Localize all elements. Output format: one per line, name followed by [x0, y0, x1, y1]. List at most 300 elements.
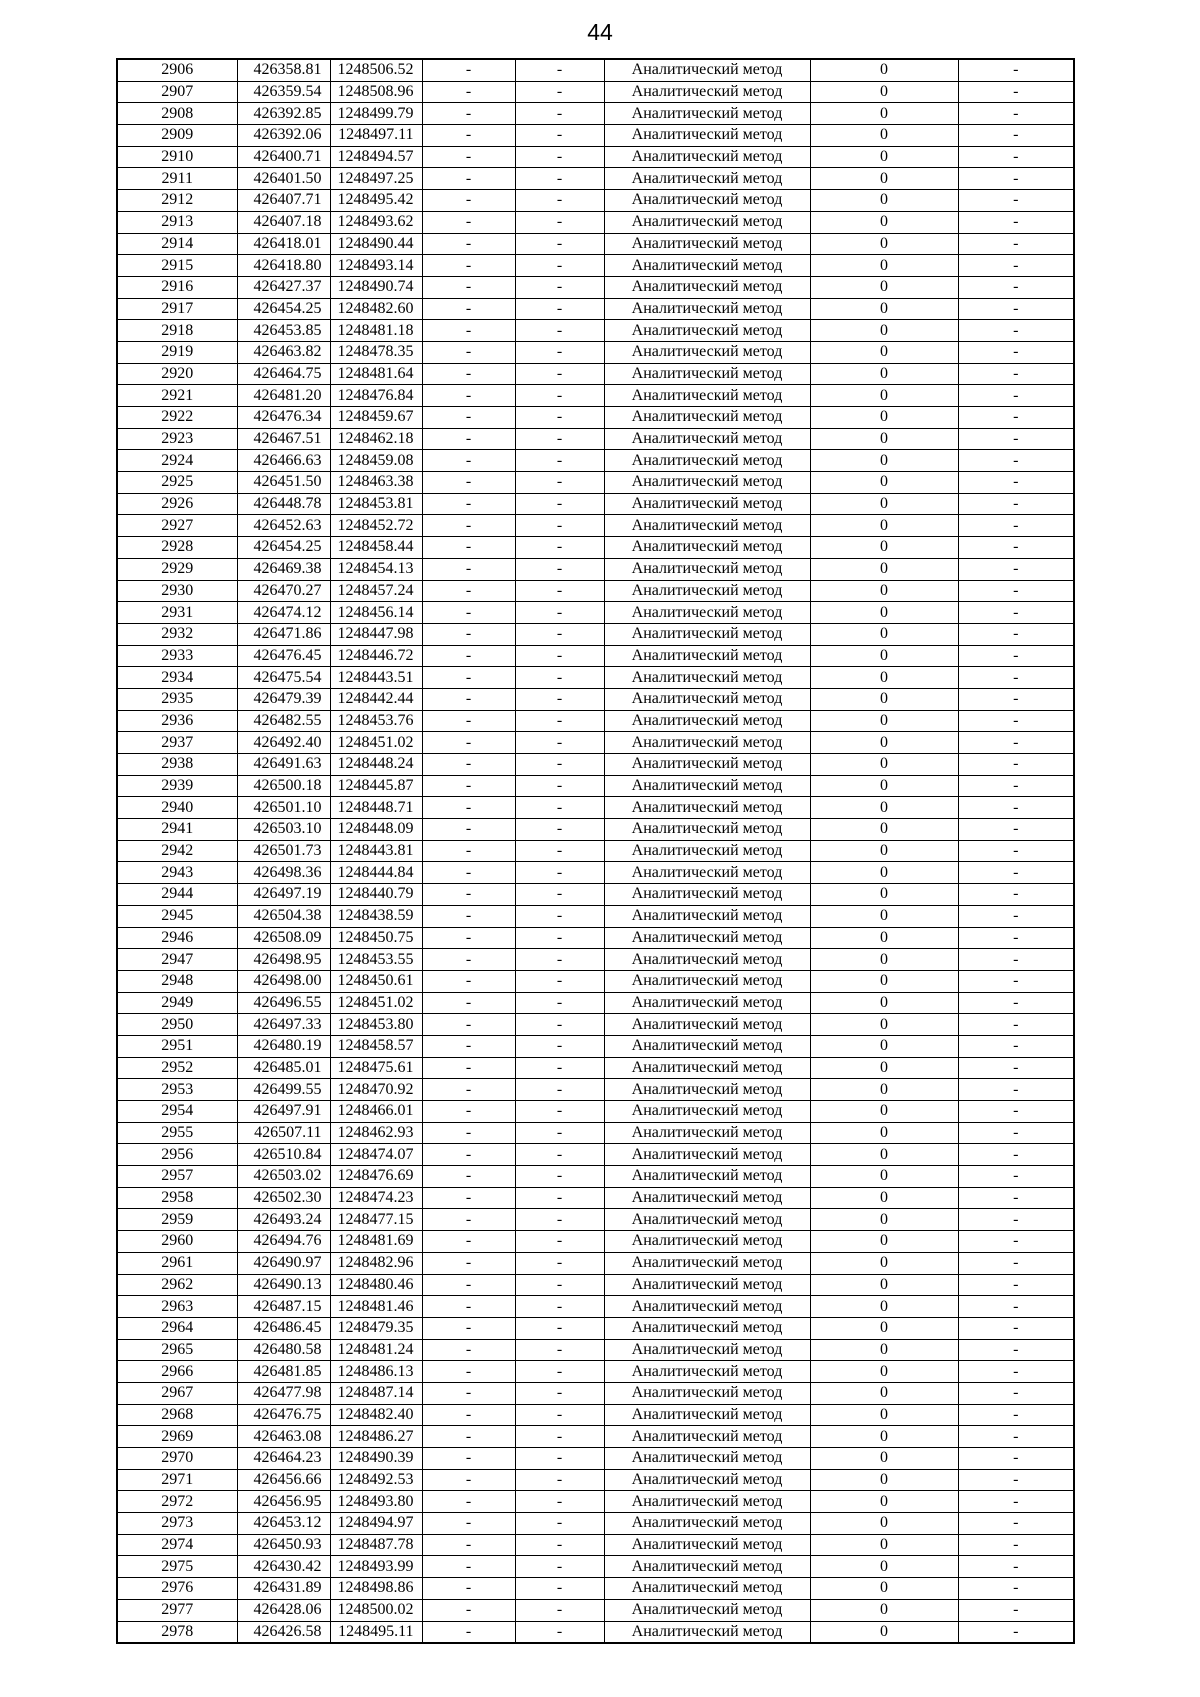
error-value-cell: 0	[810, 905, 958, 927]
method-cell: Аналитический метод	[604, 472, 810, 494]
dash-cell-a: -	[422, 59, 515, 81]
dash-cell-b: -	[515, 754, 604, 776]
method-cell: Аналитический метод	[604, 255, 810, 277]
table-row	[117, 862, 1074, 884]
table-row	[117, 298, 1074, 320]
table-row	[117, 1491, 1074, 1513]
error-value-cell: 0	[810, 688, 958, 710]
x-coordinate-cell: 426392.06	[237, 125, 330, 147]
y-coordinate-cell: 1248493.62	[330, 211, 422, 233]
point-number-cell: 2915	[117, 255, 237, 277]
point-number-cell: 2918	[117, 320, 237, 342]
dash-cell-c: -	[958, 146, 1074, 168]
x-coordinate-cell: 426427.37	[237, 276, 330, 298]
y-coordinate-cell: 1248490.39	[330, 1448, 422, 1470]
dash-cell-a: -	[422, 862, 515, 884]
point-number-cell: 2926	[117, 493, 237, 515]
point-number-cell: 2974	[117, 1534, 237, 1556]
error-value-cell: 0	[810, 1014, 958, 1036]
dash-cell-a: -	[422, 1101, 515, 1123]
dash-cell-b: -	[515, 1448, 604, 1470]
x-coordinate-cell: 426464.23	[237, 1448, 330, 1470]
y-coordinate-cell: 1248487.78	[330, 1534, 422, 1556]
y-coordinate-cell: 1248475.61	[330, 1057, 422, 1079]
x-coordinate-cell: 426407.71	[237, 190, 330, 212]
y-coordinate-cell: 1248490.74	[330, 276, 422, 298]
dash-cell-a: -	[422, 1534, 515, 1556]
x-coordinate-cell: 426430.42	[237, 1556, 330, 1578]
point-number-cell: 2968	[117, 1404, 237, 1426]
dash-cell-c: -	[958, 125, 1074, 147]
method-cell: Аналитический метод	[604, 1079, 810, 1101]
error-value-cell: 0	[810, 1361, 958, 1383]
table-row	[117, 428, 1074, 450]
dash-cell-a: -	[422, 1231, 515, 1253]
point-number-cell: 2927	[117, 515, 237, 537]
dash-cell-a: -	[422, 1621, 515, 1643]
dash-cell-c: -	[958, 1101, 1074, 1123]
dash-cell-c: -	[958, 1534, 1074, 1556]
dash-cell-a: -	[422, 667, 515, 689]
method-cell: Аналитический метод	[604, 515, 810, 537]
error-value-cell: 0	[810, 1469, 958, 1491]
y-coordinate-cell: 1248446.72	[330, 645, 422, 667]
dash-cell-a: -	[422, 1144, 515, 1166]
error-value-cell: 0	[810, 797, 958, 819]
dash-cell-c: -	[958, 970, 1074, 992]
y-coordinate-cell: 1248470.92	[330, 1079, 422, 1101]
table-row	[117, 493, 1074, 515]
point-number-cell: 2906	[117, 59, 237, 81]
x-coordinate-cell: 426426.58	[237, 1621, 330, 1643]
method-cell: Аналитический метод	[604, 103, 810, 125]
x-coordinate-cell: 426481.85	[237, 1361, 330, 1383]
method-cell: Аналитический метод	[604, 428, 810, 450]
x-coordinate-cell: 426448.78	[237, 493, 330, 515]
error-value-cell: 0	[810, 1035, 958, 1057]
dash-cell-a: -	[422, 602, 515, 624]
x-coordinate-cell: 426451.50	[237, 472, 330, 494]
table-row	[117, 884, 1074, 906]
error-value-cell: 0	[810, 276, 958, 298]
method-cell: Аналитический метод	[604, 1621, 810, 1643]
dash-cell-b: -	[515, 407, 604, 429]
x-coordinate-cell: 426486.45	[237, 1317, 330, 1339]
y-coordinate-cell: 1248442.44	[330, 688, 422, 710]
dash-cell-c: -	[958, 1361, 1074, 1383]
x-coordinate-cell: 426463.82	[237, 341, 330, 363]
point-number-cell: 2937	[117, 732, 237, 754]
point-number-cell: 2975	[117, 1556, 237, 1578]
point-number-cell: 2933	[117, 645, 237, 667]
method-cell: Аналитический метод	[604, 1209, 810, 1231]
dash-cell-a: -	[422, 688, 515, 710]
dash-cell-c: -	[958, 1317, 1074, 1339]
method-cell: Аналитический метод	[604, 819, 810, 841]
x-coordinate-cell: 426469.38	[237, 558, 330, 580]
dash-cell-b: -	[515, 1187, 604, 1209]
method-cell: Аналитический метод	[604, 1166, 810, 1188]
table-row	[117, 1382, 1074, 1404]
point-number-cell: 2965	[117, 1339, 237, 1361]
method-cell: Аналитический метод	[604, 884, 810, 906]
x-coordinate-cell: 426490.13	[237, 1274, 330, 1296]
method-cell: Аналитический метод	[604, 970, 810, 992]
error-value-cell: 0	[810, 927, 958, 949]
dash-cell-b: -	[515, 1296, 604, 1318]
table-row	[117, 537, 1074, 559]
method-cell: Аналитический метод	[604, 450, 810, 472]
point-number-cell: 2944	[117, 884, 237, 906]
x-coordinate-cell: 426392.85	[237, 103, 330, 125]
method-cell: Аналитический метод	[604, 298, 810, 320]
dash-cell-c: -	[958, 1556, 1074, 1578]
point-number-cell: 2912	[117, 190, 237, 212]
method-cell: Аналитический метод	[604, 602, 810, 624]
dash-cell-b: -	[515, 1035, 604, 1057]
error-value-cell: 0	[810, 450, 958, 472]
dash-cell-b: -	[515, 125, 604, 147]
dash-cell-c: -	[958, 168, 1074, 190]
point-number-cell: 2958	[117, 1187, 237, 1209]
dash-cell-c: -	[958, 190, 1074, 212]
y-coordinate-cell: 1248440.79	[330, 884, 422, 906]
point-number-cell: 2976	[117, 1578, 237, 1600]
dash-cell-a: -	[422, 1599, 515, 1621]
y-coordinate-cell: 1248494.57	[330, 146, 422, 168]
point-number-cell: 2962	[117, 1274, 237, 1296]
y-coordinate-cell: 1248500.02	[330, 1599, 422, 1621]
error-value-cell: 0	[810, 407, 958, 429]
error-value-cell: 0	[810, 1513, 958, 1535]
y-coordinate-cell: 1248493.99	[330, 1556, 422, 1578]
y-coordinate-cell: 1248452.72	[330, 515, 422, 537]
y-coordinate-cell: 1248443.81	[330, 840, 422, 862]
y-coordinate-cell: 1248481.18	[330, 320, 422, 342]
method-cell: Аналитический метод	[604, 363, 810, 385]
dash-cell-b: -	[515, 385, 604, 407]
error-value-cell: 0	[810, 1404, 958, 1426]
y-coordinate-cell: 1248497.25	[330, 168, 422, 190]
error-value-cell: 0	[810, 1252, 958, 1274]
x-coordinate-cell: 426481.20	[237, 385, 330, 407]
method-cell: Аналитический метод	[604, 949, 810, 971]
error-value-cell: 0	[810, 1231, 958, 1253]
x-coordinate-cell: 426496.55	[237, 992, 330, 1014]
point-number-cell: 2952	[117, 1057, 237, 1079]
point-number-cell: 2932	[117, 623, 237, 645]
x-coordinate-cell: 426480.58	[237, 1339, 330, 1361]
y-coordinate-cell: 1248448.24	[330, 754, 422, 776]
point-number-cell: 2916	[117, 276, 237, 298]
point-number-cell: 2931	[117, 602, 237, 624]
dash-cell-a: -	[422, 1426, 515, 1448]
table-row	[117, 1556, 1074, 1578]
table-row	[117, 710, 1074, 732]
method-cell: Аналитический метод	[604, 146, 810, 168]
table-row	[117, 1252, 1074, 1274]
table-row	[117, 1339, 1074, 1361]
dash-cell-b: -	[515, 515, 604, 537]
error-value-cell: 0	[810, 493, 958, 515]
point-number-cell: 2920	[117, 363, 237, 385]
error-value-cell: 0	[810, 125, 958, 147]
table-row	[117, 1144, 1074, 1166]
point-number-cell: 2973	[117, 1513, 237, 1535]
point-number-cell: 2963	[117, 1296, 237, 1318]
method-cell: Аналитический метод	[604, 1122, 810, 1144]
error-value-cell: 0	[810, 1599, 958, 1621]
table-row	[117, 732, 1074, 754]
y-coordinate-cell: 1248451.02	[330, 732, 422, 754]
y-coordinate-cell: 1248456.14	[330, 602, 422, 624]
error-value-cell: 0	[810, 190, 958, 212]
dash-cell-c: -	[958, 450, 1074, 472]
table-row	[117, 688, 1074, 710]
dash-cell-b: -	[515, 1122, 604, 1144]
dash-cell-c: -	[958, 1621, 1074, 1643]
error-value-cell: 0	[810, 1556, 958, 1578]
x-coordinate-cell: 426479.39	[237, 688, 330, 710]
y-coordinate-cell: 1248478.35	[330, 341, 422, 363]
error-value-cell: 0	[810, 710, 958, 732]
dash-cell-b: -	[515, 428, 604, 450]
table-row	[117, 1578, 1074, 1600]
dash-cell-c: -	[958, 1209, 1074, 1231]
dash-cell-a: -	[422, 623, 515, 645]
error-value-cell: 0	[810, 602, 958, 624]
coordinates-table	[116, 58, 1075, 1644]
dash-cell-c: -	[958, 103, 1074, 125]
method-cell: Аналитический метод	[604, 1014, 810, 1036]
dash-cell-a: -	[422, 558, 515, 580]
dash-cell-a: -	[422, 1317, 515, 1339]
y-coordinate-cell: 1248453.81	[330, 493, 422, 515]
method-cell: Аналитический метод	[604, 1274, 810, 1296]
dash-cell-b: -	[515, 1513, 604, 1535]
dash-cell-c: -	[958, 558, 1074, 580]
dash-cell-b: -	[515, 1252, 604, 1274]
y-coordinate-cell: 1248476.84	[330, 385, 422, 407]
point-number-cell: 2946	[117, 927, 237, 949]
dash-cell-a: -	[422, 645, 515, 667]
point-number-cell: 2950	[117, 1014, 237, 1036]
y-coordinate-cell: 1248444.84	[330, 862, 422, 884]
error-value-cell: 0	[810, 81, 958, 103]
y-coordinate-cell: 1248493.14	[330, 255, 422, 277]
y-coordinate-cell: 1248481.69	[330, 1231, 422, 1253]
dash-cell-a: -	[422, 819, 515, 841]
point-number-cell: 2913	[117, 211, 237, 233]
method-cell: Аналитический метод	[604, 1101, 810, 1123]
point-number-cell: 2907	[117, 81, 237, 103]
method-cell: Аналитический метод	[604, 645, 810, 667]
point-number-cell: 2941	[117, 819, 237, 841]
dash-cell-b: -	[515, 1014, 604, 1036]
dash-cell-b: -	[515, 276, 604, 298]
error-value-cell: 0	[810, 992, 958, 1014]
table-row	[117, 363, 1074, 385]
point-number-cell: 2928	[117, 537, 237, 559]
y-coordinate-cell: 1248453.80	[330, 1014, 422, 1036]
method-cell: Аналитический метод	[604, 320, 810, 342]
y-coordinate-cell: 1248482.60	[330, 298, 422, 320]
table-row	[117, 1296, 1074, 1318]
method-cell: Аналитический метод	[604, 1035, 810, 1057]
table-row	[117, 407, 1074, 429]
dash-cell-c: -	[958, 927, 1074, 949]
table-row	[117, 320, 1074, 342]
x-coordinate-cell: 426480.19	[237, 1035, 330, 1057]
dash-cell-c: -	[958, 320, 1074, 342]
point-number-cell: 2909	[117, 125, 237, 147]
method-cell: Аналитический метод	[604, 1599, 810, 1621]
y-coordinate-cell: 1248482.40	[330, 1404, 422, 1426]
dash-cell-b: -	[515, 1144, 604, 1166]
dash-cell-b: -	[515, 602, 604, 624]
table-row	[117, 840, 1074, 862]
dash-cell-c: -	[958, 602, 1074, 624]
point-number-cell: 2972	[117, 1491, 237, 1513]
method-cell: Аналитический метод	[604, 1296, 810, 1318]
dash-cell-a: -	[422, 1187, 515, 1209]
method-cell: Аналитический метод	[604, 840, 810, 862]
x-coordinate-cell: 426503.10	[237, 819, 330, 841]
dash-cell-b: -	[515, 190, 604, 212]
error-value-cell: 0	[810, 1187, 958, 1209]
dash-cell-a: -	[422, 1079, 515, 1101]
error-value-cell: 0	[810, 558, 958, 580]
dash-cell-a: -	[422, 233, 515, 255]
dash-cell-a: -	[422, 341, 515, 363]
dash-cell-b: -	[515, 493, 604, 515]
table-row	[117, 580, 1074, 602]
method-cell: Аналитический метод	[604, 1513, 810, 1535]
dash-cell-c: -	[958, 1122, 1074, 1144]
dash-cell-c: -	[958, 428, 1074, 450]
x-coordinate-cell: 426476.45	[237, 645, 330, 667]
y-coordinate-cell: 1248492.53	[330, 1469, 422, 1491]
error-value-cell: 0	[810, 1296, 958, 1318]
point-number-cell: 2934	[117, 667, 237, 689]
dash-cell-a: -	[422, 1404, 515, 1426]
dash-cell-b: -	[515, 1621, 604, 1643]
x-coordinate-cell: 426450.93	[237, 1534, 330, 1556]
dash-cell-c: -	[958, 407, 1074, 429]
dash-cell-c: -	[958, 992, 1074, 1014]
point-number-cell: 2925	[117, 472, 237, 494]
error-value-cell: 0	[810, 103, 958, 125]
dash-cell-c: -	[958, 1057, 1074, 1079]
y-coordinate-cell: 1248476.69	[330, 1166, 422, 1188]
dash-cell-b: -	[515, 645, 604, 667]
dash-cell-b: -	[515, 537, 604, 559]
x-coordinate-cell: 426492.40	[237, 732, 330, 754]
dash-cell-b: -	[515, 1057, 604, 1079]
point-number-cell: 2977	[117, 1599, 237, 1621]
x-coordinate-cell: 426499.55	[237, 1079, 330, 1101]
x-coordinate-cell: 426507.11	[237, 1122, 330, 1144]
table-row	[117, 59, 1074, 81]
dash-cell-c: -	[958, 1187, 1074, 1209]
point-number-cell: 2961	[117, 1252, 237, 1274]
error-value-cell: 0	[810, 645, 958, 667]
x-coordinate-cell: 426467.51	[237, 428, 330, 450]
y-coordinate-cell: 1248498.86	[330, 1578, 422, 1600]
x-coordinate-cell: 426508.09	[237, 927, 330, 949]
y-coordinate-cell: 1248494.97	[330, 1513, 422, 1535]
method-cell: Аналитический метод	[604, 1057, 810, 1079]
table-row	[117, 1014, 1074, 1036]
dash-cell-a: -	[422, 1209, 515, 1231]
x-coordinate-cell: 426466.63	[237, 450, 330, 472]
dash-cell-b: -	[515, 103, 604, 125]
dash-cell-b: -	[515, 363, 604, 385]
dash-cell-c: -	[958, 1339, 1074, 1361]
x-coordinate-cell: 426490.97	[237, 1252, 330, 1274]
error-value-cell: 0	[810, 255, 958, 277]
dash-cell-a: -	[422, 1014, 515, 1036]
x-coordinate-cell: 426502.30	[237, 1187, 330, 1209]
table-row	[117, 1079, 1074, 1101]
y-coordinate-cell: 1248459.08	[330, 450, 422, 472]
dash-cell-a: -	[422, 276, 515, 298]
dash-cell-a: -	[422, 146, 515, 168]
error-value-cell: 0	[810, 862, 958, 884]
x-coordinate-cell: 426476.75	[237, 1404, 330, 1426]
table-row	[117, 1621, 1074, 1643]
dash-cell-c: -	[958, 537, 1074, 559]
dash-cell-a: -	[422, 1274, 515, 1296]
table-row	[117, 472, 1074, 494]
x-coordinate-cell: 426504.38	[237, 905, 330, 927]
method-cell: Аналитический метод	[604, 81, 810, 103]
point-number-cell: 2978	[117, 1621, 237, 1643]
dash-cell-a: -	[422, 1252, 515, 1274]
method-cell: Аналитический метод	[604, 623, 810, 645]
point-number-cell: 2949	[117, 992, 237, 1014]
dash-cell-a: -	[422, 710, 515, 732]
y-coordinate-cell: 1248499.79	[330, 103, 422, 125]
dash-cell-a: -	[422, 1513, 515, 1535]
error-value-cell: 0	[810, 1079, 958, 1101]
table-row	[117, 558, 1074, 580]
method-cell: Аналитический метод	[604, 211, 810, 233]
method-cell: Аналитический метод	[604, 1534, 810, 1556]
dash-cell-b: -	[515, 905, 604, 927]
dash-cell-c: -	[958, 1274, 1074, 1296]
point-number-cell: 2939	[117, 775, 237, 797]
point-number-cell: 2945	[117, 905, 237, 927]
x-coordinate-cell: 426454.25	[237, 537, 330, 559]
y-coordinate-cell: 1248479.35	[330, 1317, 422, 1339]
y-coordinate-cell: 1248481.64	[330, 363, 422, 385]
error-value-cell: 0	[810, 146, 958, 168]
dash-cell-b: -	[515, 819, 604, 841]
dash-cell-c: -	[958, 819, 1074, 841]
y-coordinate-cell: 1248448.71	[330, 797, 422, 819]
error-value-cell: 0	[810, 211, 958, 233]
table-row	[117, 949, 1074, 971]
y-coordinate-cell: 1248462.93	[330, 1122, 422, 1144]
x-coordinate-cell: 426428.06	[237, 1599, 330, 1621]
dash-cell-b: -	[515, 1578, 604, 1600]
y-coordinate-cell: 1248459.67	[330, 407, 422, 429]
error-value-cell: 0	[810, 1144, 958, 1166]
y-coordinate-cell: 1248447.98	[330, 623, 422, 645]
dash-cell-b: -	[515, 211, 604, 233]
point-number-cell: 2924	[117, 450, 237, 472]
